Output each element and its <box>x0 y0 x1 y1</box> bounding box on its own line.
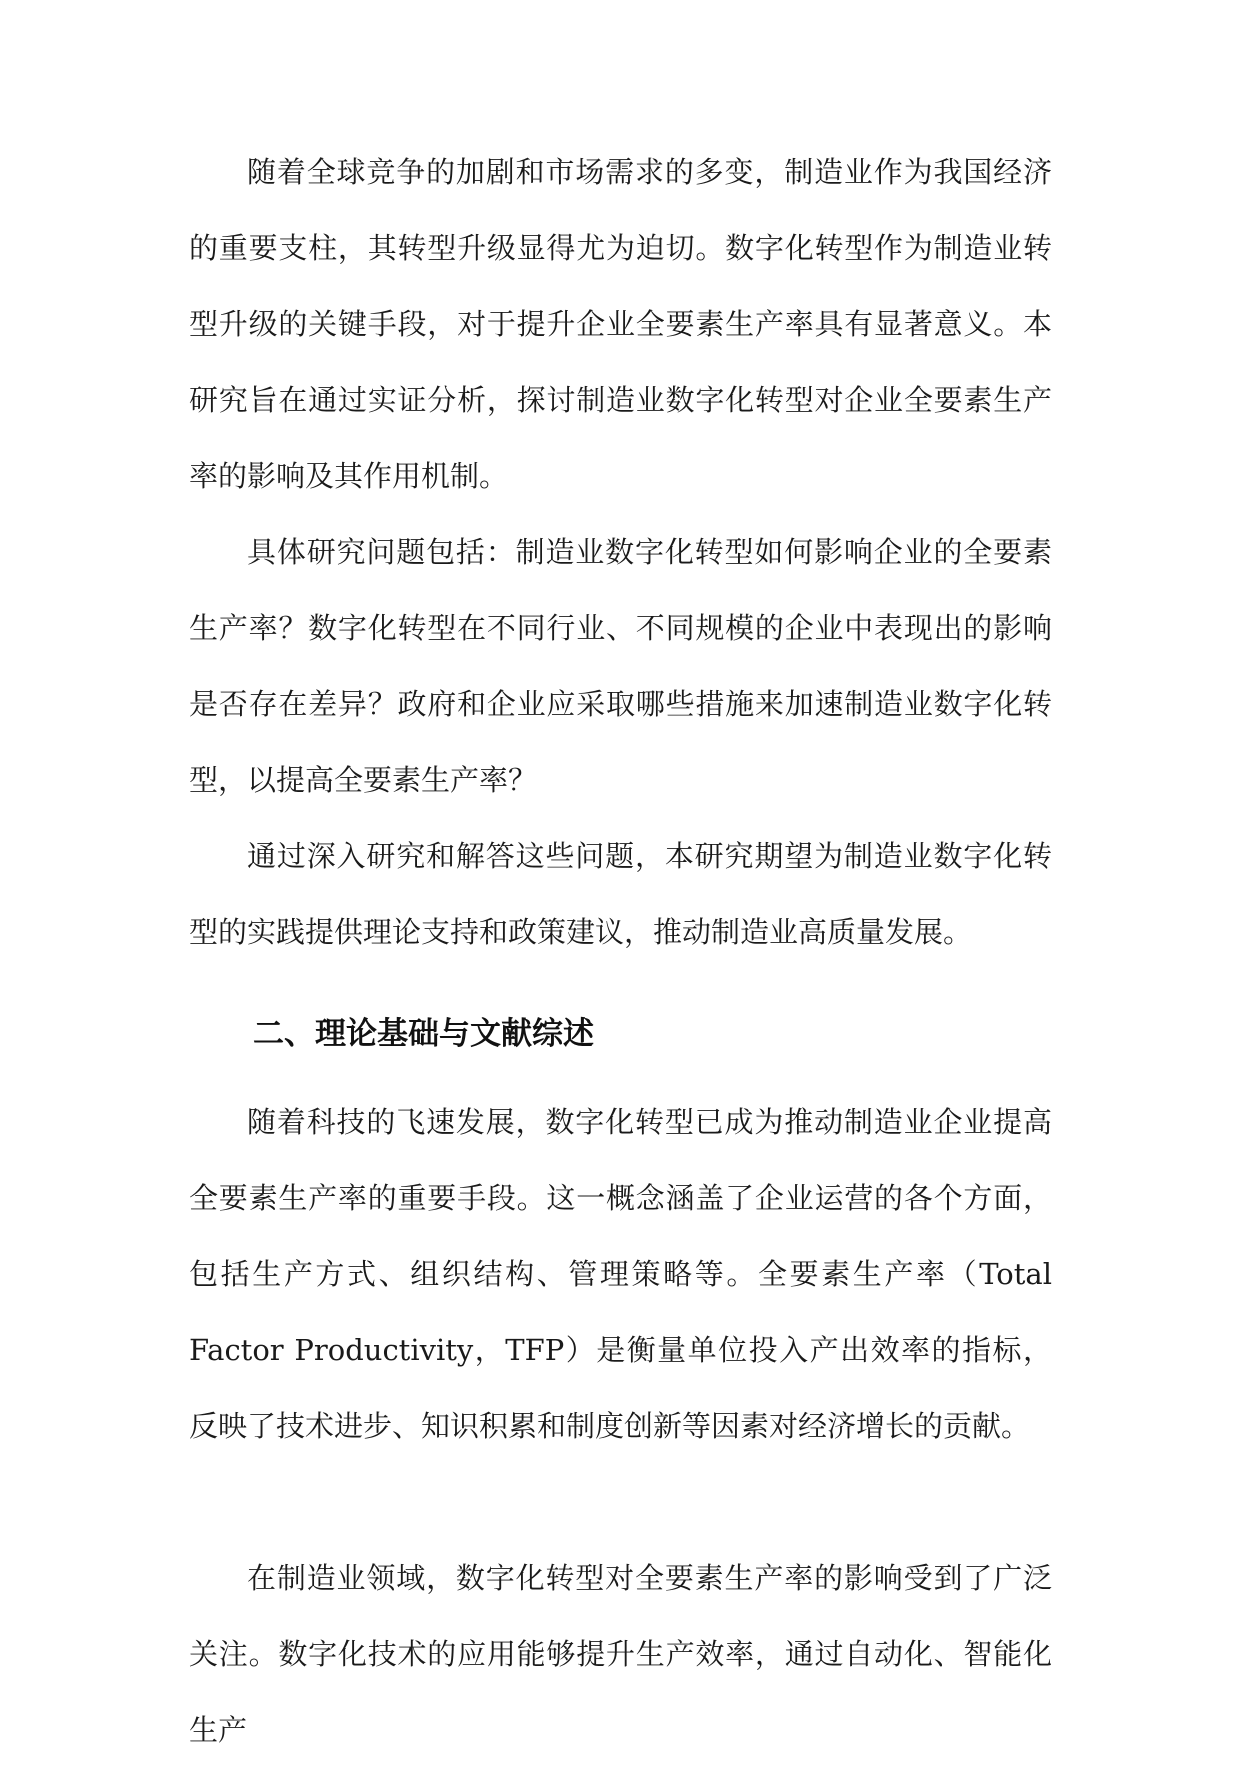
paragraph-text: 随着科技的飞速发展，数字化转型已成为推动制造业企业提高全要素生产率的重要手段。这一概念涵盖了企业运营的各个方面，包括生产方式、组织结构、管理策略等。全要素生产率（Total Factor Productivity，TFP）是衡量单位投入产出效率的指标，反映了技术进步、知识积累和制度创新等因素对经济增长的贡献。 <box>189 1105 1052 1443</box>
paragraph-text: 通过深入研究和解答这些问题，本研究期望为制造业数字化转型的实践提供理论支持和政策建议，推动制造业高质量发展。 <box>189 839 1052 949</box>
intro-paragraph-expectations <box>189 818 1052 970</box>
paragraph-text: 在制造业领域，数字化转型对全要素生产率的影响受到了广泛关注。数字化技术的应用能够提升生产效率，通过自动化、智能化生产 <box>189 1561 1052 1747</box>
intro-paragraph-research-questions <box>189 514 1052 818</box>
theory-paragraph-manufacturing <box>189 1540 1052 1768</box>
intro-paragraph-background <box>189 134 1052 514</box>
paragraph-text: 具体研究问题包括：制造业数字化转型如何影响企业的全要素生产率？数字化转型在不同行业、不同规模的企业中表现出的影响是否存在差异？政府和企业应采取哪些措施来加速制造业数字化转型，以提高全要素生产率？ <box>189 535 1052 797</box>
section-heading: 二、理论基础与文献综述 <box>253 1016 594 1052</box>
theory-paragraph-tfp-definition <box>189 1084 1052 1464</box>
paragraph-text: 随着全球竞争的加剧和市场需求的多变，制造业作为我国经济的重要支柱，其转型升级显得尤为迫切。数字化转型作为制造业转型升级的关键手段，对于提升企业全要素生产率具有显著意义。本研究旨在通过实证分析，探讨制造业数字化转型对企业全要素生产率的影响及其作用机制。 <box>189 155 1052 493</box>
